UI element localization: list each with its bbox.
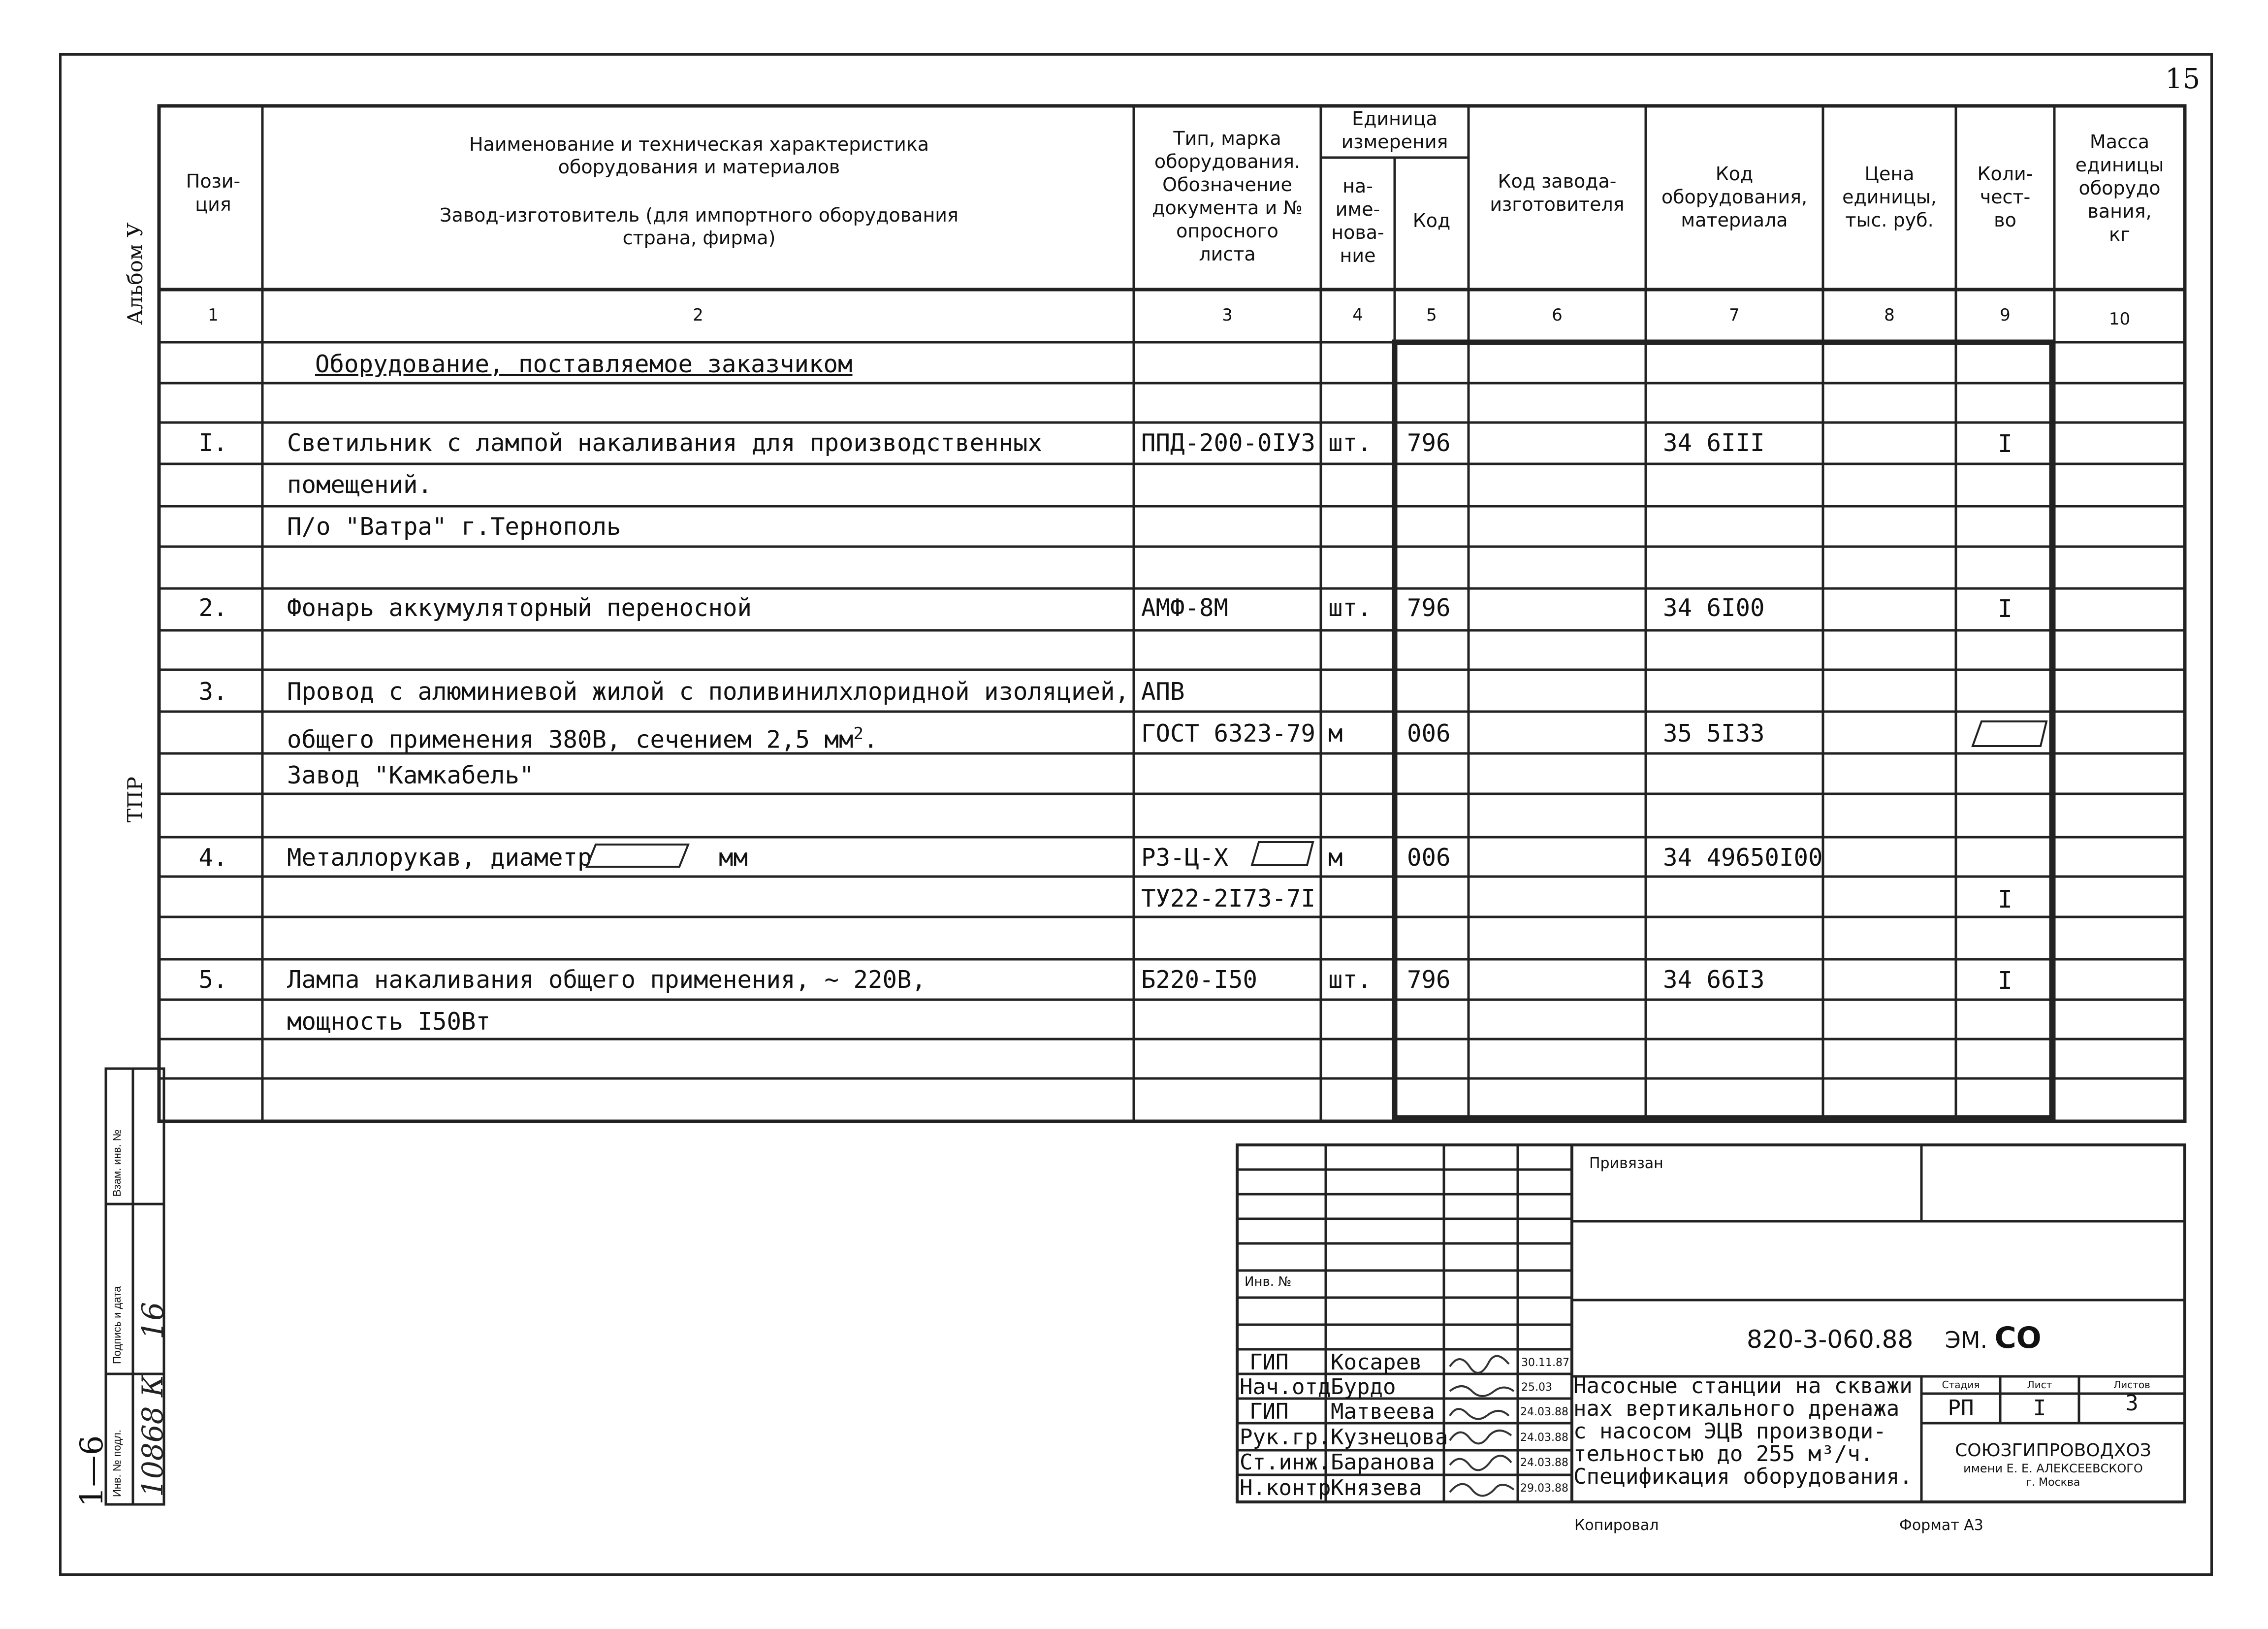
title-line-1: Насосные станции на скважи [1573, 1373, 1913, 1399]
stamp-label-sign: Подпись и дата [111, 1286, 123, 1364]
col-number-1: 1 [208, 305, 219, 325]
role-3-date: 24.03.88 [1520, 1406, 1568, 1418]
header-type: Тип, марка оборудования. Обозначение документа и № опросного листа [1152, 128, 1303, 265]
header-name-1: Наименование и техническая характеристика [469, 133, 929, 155]
row-3-position: 3. [198, 678, 228, 706]
doc-code-type: СО [1994, 1321, 2042, 1355]
role-6: Н.контр [1240, 1475, 1331, 1500]
row-1-quantity: I [1998, 430, 2012, 458]
stamp-label-zam: Взам. инв. № [111, 1129, 123, 1197]
row-3b-name-sup: 2 [853, 724, 864, 744]
row-5-type: Б220-I50 [1141, 966, 1258, 994]
header-quantity: Коли- чест- во [1977, 163, 2033, 231]
row-1-code: 796 [1407, 429, 1451, 457]
privyazan-label: Привязан [1589, 1155, 1663, 1172]
role-3-name: Матвеева [1331, 1399, 1435, 1424]
format-label: Формат А3 [1899, 1517, 1983, 1534]
row-4-position: 4. [198, 844, 228, 872]
col-number-3: 3 [1222, 305, 1233, 325]
header-unit-code: Код [1412, 210, 1451, 231]
row-1-name: Светильник с лампой накаливания для производственных [287, 429, 1043, 457]
row-3b-unit: м [1328, 719, 1343, 748]
row-4b-quantity: I [1998, 885, 2012, 913]
copied-label: Копировал [1574, 1517, 1659, 1534]
left-number: 1—6 [74, 1435, 110, 1507]
col-number-9: 9 [2000, 305, 2011, 325]
row-2-position: 2. [198, 594, 228, 622]
role-6-date: 29.03.88 [1520, 1482, 1568, 1495]
row-3-name: Провод с алюминиевой жилой с поливинилхлоридной изоляцией, [287, 678, 1130, 706]
row-2-quantity: I [1998, 595, 2012, 623]
sheet-label: Лист [2027, 1379, 2052, 1391]
row-5-quantity: I [1998, 967, 2012, 995]
header-name-2: оборудования и материалов [558, 156, 840, 178]
header-position: Пози- ция [186, 170, 241, 215]
col-number-5: 5 [1426, 305, 1437, 325]
row-3b-name-tail: . [863, 725, 878, 754]
row-5b-name: мощность I50Вт [287, 1008, 491, 1036]
col-number-10: 10 [2108, 309, 2131, 329]
inv-no-label: Инв. № [1245, 1274, 1292, 1289]
role-3: ГИП [1249, 1399, 1289, 1424]
role-5: Ст.инж. [1240, 1450, 1331, 1475]
sheet-value: I [2033, 1396, 2046, 1421]
sheets-label: Листов [2113, 1379, 2150, 1391]
row-1-equip-code: 34 6III [1663, 429, 1765, 457]
header-unit: Единица измерения [1341, 108, 1448, 153]
stamp-sign: 16 [136, 1302, 170, 1339]
role-5-name: Баранова [1331, 1450, 1435, 1475]
album-label: Альбом У [123, 222, 147, 325]
section-title: Оборудование, поставляемое заказчиком [315, 350, 853, 378]
col-number-4: 4 [1352, 305, 1363, 325]
row-2-name: Фонарь аккумуляторный переносной [287, 594, 752, 622]
header-price: Цена единицы, тыс. руб. [1842, 163, 1937, 231]
stage-label: Стадия [1942, 1379, 1980, 1391]
header-factory-code: Код завода- изготовителя [1490, 170, 1625, 215]
row-3b-equip-code: 35 5I33 [1663, 719, 1765, 748]
role-2-name: Бурдо [1331, 1374, 1396, 1400]
row-4-type: РЗ-Ц-Х [1141, 844, 1229, 872]
doc-code-number: 820-3-060.88 [1747, 1325, 1914, 1354]
title-line-3: с насосом ЭЦВ производи- [1573, 1419, 1886, 1444]
col-number-6: 6 [1552, 305, 1563, 325]
row-4-unit: м [1328, 844, 1343, 872]
stage-value: РП [1948, 1396, 1974, 1421]
title-line-5: Спецификация оборудования. [1573, 1464, 1913, 1489]
row-2-code: 796 [1407, 594, 1451, 622]
row-1c-name: П/о "Ватра" г.Тернополь [287, 513, 621, 541]
role-1-name: Косарев [1331, 1350, 1422, 1375]
doc-code-mark: ЭМ. [1945, 1327, 1988, 1353]
row-5-code: 796 [1407, 966, 1451, 994]
header-mass: Масса единицы оборудо вания, кг [2075, 131, 2164, 245]
role-5-date: 24.03.88 [1520, 1457, 1568, 1469]
row-5-unit: шт. [1328, 966, 1372, 994]
sheets-value: 3 [2125, 1391, 2139, 1416]
org-line-3: г. Москва [2026, 1476, 2080, 1489]
row-2-equip-code: 34 6I00 [1663, 594, 1765, 622]
title-line-4: тельностью до 255 м³/ч. [1573, 1441, 1874, 1466]
row-3b-type: ГОСТ 6323-79 [1141, 719, 1316, 748]
header-name-3: Завод-изготовитель (для импортного оборудования [440, 204, 958, 226]
header-equipment-code: Код оборудования, материала [1661, 163, 1808, 231]
role-4-name: Кузнецова [1331, 1425, 1448, 1450]
org-line-1: СОЮЗГИПРОВОДХОЗ [1955, 1440, 2151, 1461]
page-number: 15 [2165, 63, 2201, 95]
col-number-8: 8 [1884, 305, 1895, 325]
row-1-position: I. [198, 429, 228, 457]
row-5-position: 5. [198, 966, 228, 994]
role-4-date: 24.03.88 [1520, 1432, 1568, 1444]
row-3c-name: Завод "Камкабель" [287, 761, 534, 789]
row-2-type: АМФ-8М [1141, 594, 1229, 622]
role-2: Нач.отд [1240, 1374, 1331, 1400]
row-4b-type: ТУ22-2I73-7I [1141, 884, 1316, 912]
col-number-2: 2 [693, 305, 703, 325]
row-1-type: ППД-200-0IУЗ [1141, 429, 1316, 457]
row-3b-name: общего применения 380В, сечением 2,5 мм [287, 725, 854, 754]
row-3-type: АПВ [1141, 678, 1185, 706]
title-line-2: нах вертикального дренажа [1573, 1396, 1900, 1421]
row-1-unit: шт. [1328, 429, 1372, 457]
row-4-name-tail: мм [719, 844, 748, 872]
row-2-unit: шт. [1328, 594, 1372, 622]
header-unit-name: на- име- нова- ние [1331, 175, 1384, 266]
row-4-name: Металлорукав, диаметр [287, 844, 592, 872]
row-4-equip-code: 34 49650I00 [1663, 844, 1823, 872]
row-5-equip-code: 34 66I3 [1663, 966, 1765, 994]
org-line-2: имени Е. Е. АЛЕКСЕЕВСКОГО [1963, 1462, 2143, 1475]
row-5-name: Лампа накаливания общего применения, ~ 220В, [287, 966, 926, 994]
tpr-label: ТПР [123, 777, 147, 822]
role-1-date: 30.11.87 [1521, 1357, 1569, 1369]
header-name-4: страна, фирма) [622, 227, 776, 249]
row-1b-name: помещений. [287, 471, 433, 499]
role-1: ГИП [1249, 1350, 1289, 1375]
col-number-7: 7 [1729, 305, 1740, 325]
role-4: Рук.гр. [1240, 1425, 1331, 1450]
row-3b-code: 006 [1407, 719, 1451, 748]
role-2-date: 25.03 [1521, 1381, 1552, 1394]
stamp-inv: 10868 К [136, 1375, 169, 1497]
role-6-name: Князева [1331, 1475, 1422, 1500]
stamp-label-inv: Инв. № подл. [111, 1429, 123, 1497]
row-4-code: 006 [1407, 844, 1451, 872]
